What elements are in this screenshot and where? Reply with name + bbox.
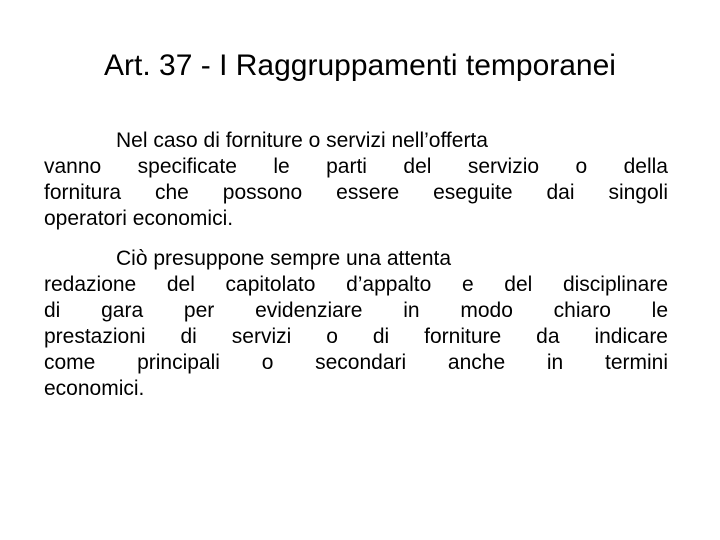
paragraph-2-line-1: Ciò presuppone sempre una attenta: [116, 247, 452, 270]
slide-body: [44, 128, 668, 402]
paragraph-2: [44, 246, 668, 402]
paragraph-2-line-4: prestazioni di servizi o di forniture da indicare: [44, 325, 668, 348]
paragraph-2-line-2: redazione del capitolato d’appalto e del disciplinare: [44, 273, 668, 296]
paragraph-2-line-3: di gara per evidenziare in modo chiaro le: [44, 299, 668, 322]
paragraph-2-line-5: come principali o secondari anche in termini: [44, 351, 668, 374]
paragraph-1-line-4: operatori economici.: [44, 207, 234, 230]
paragraph-1-line-2: vanno specificate le parti del servizio o della: [44, 155, 668, 178]
paragraph-2-line-6: economici.: [44, 377, 145, 400]
paragraph-1: [44, 128, 668, 232]
paragraph-1-line-3: fornitura che possono essere eseguite dai singoli: [44, 181, 668, 204]
slide-title: Art. 37 - I Raggruppamenti temporanei: [104, 49, 616, 82]
paragraph-1-line-1: Nel caso di forniture o servizi nell’offerta: [116, 129, 488, 152]
